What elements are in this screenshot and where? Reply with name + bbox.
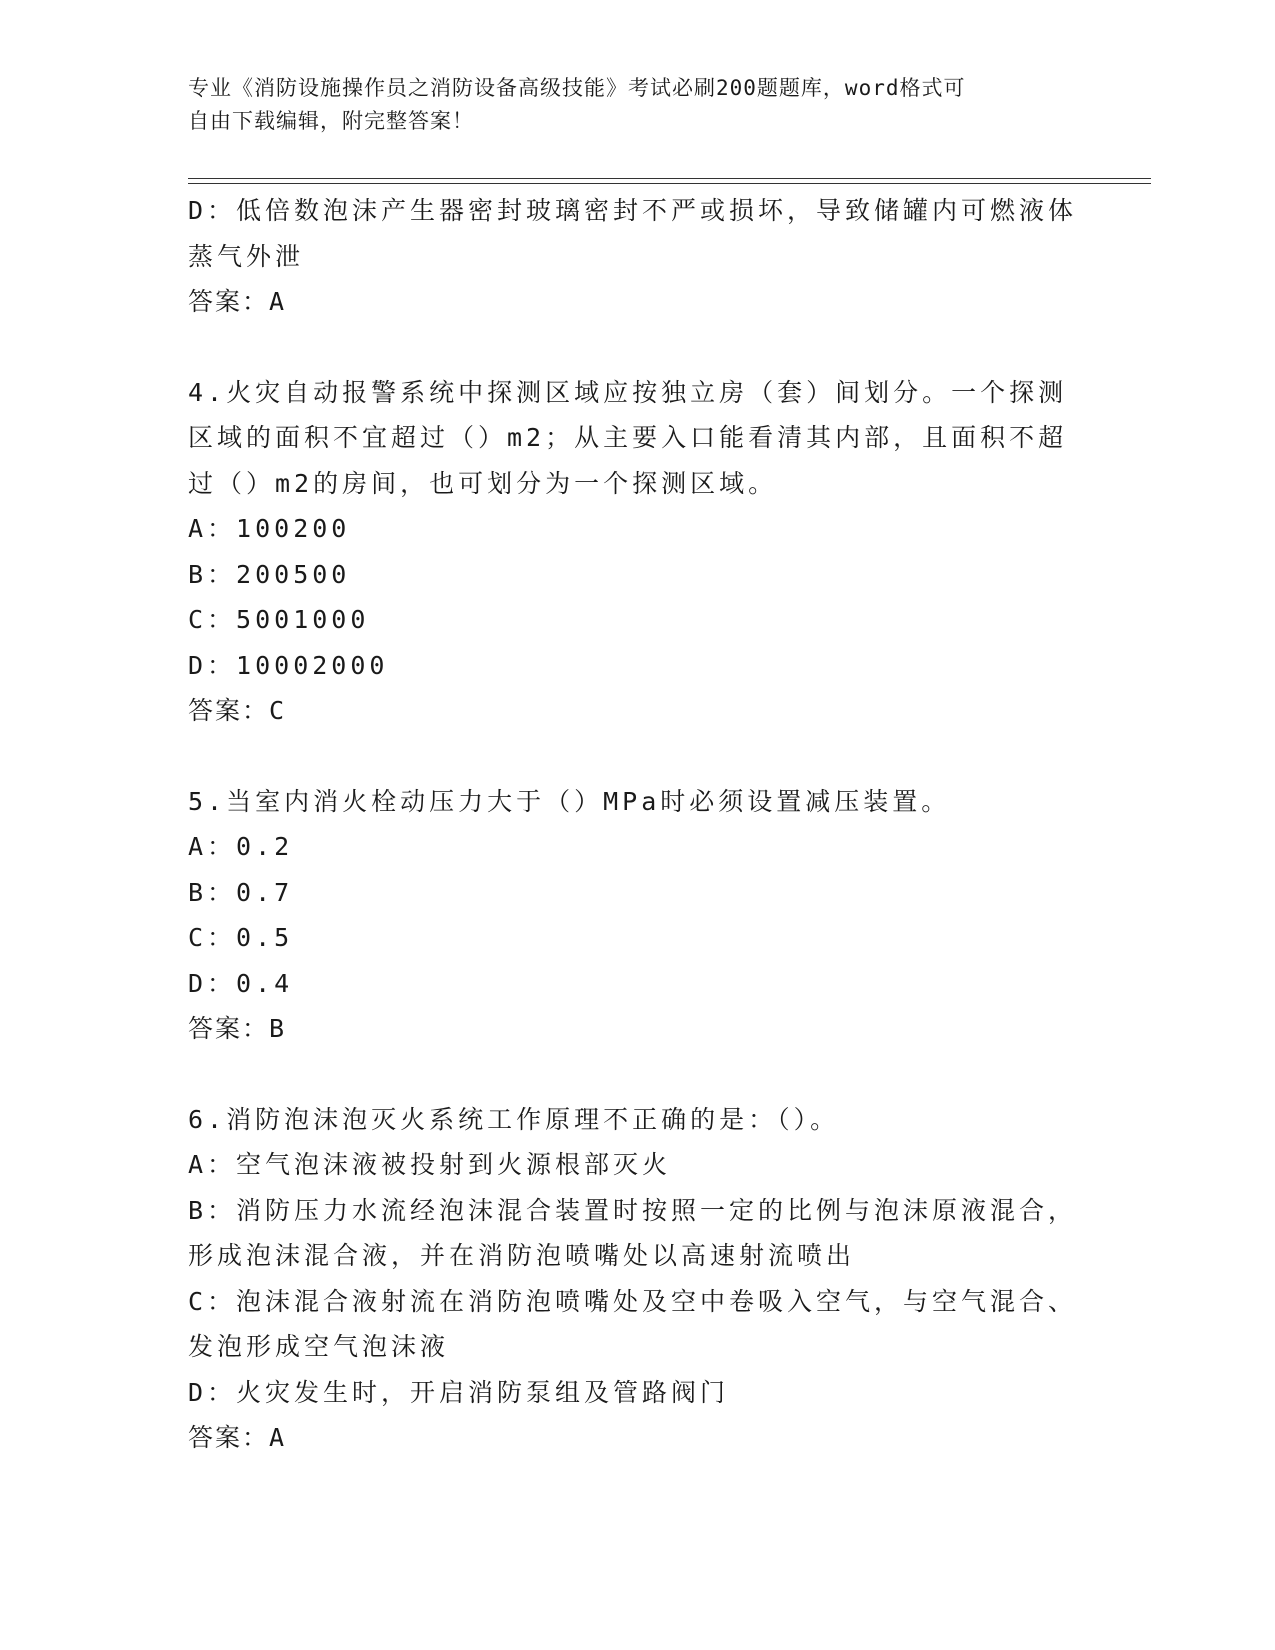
option-d: D：10002000 xyxy=(188,650,389,680)
question-stem: 过（）m2的房间，也可划分为一个探测区域。 xyxy=(188,468,778,498)
header-line-2: 自由下载编辑，附完整答案！ xyxy=(188,109,474,133)
question-5 xyxy=(188,779,1088,1052)
question-6 xyxy=(188,1097,1088,1461)
spacer xyxy=(188,325,1088,370)
question-4 xyxy=(188,370,1088,734)
option-d: D：低倍数泡沫产生器密封玻璃密封不严或损坏，导致储罐内可燃液体 xyxy=(188,196,1078,225)
question-fragment xyxy=(188,188,1088,325)
option-c-continuation: 发泡形成空气泡沫液 xyxy=(188,1332,450,1361)
spacer xyxy=(188,734,1088,779)
option-a: A：空气泡沫液被投射到火源根部灭火 xyxy=(188,1150,672,1179)
option-c: C：5001000 xyxy=(188,605,370,634)
option-a: A：0.2 xyxy=(188,832,294,861)
answer-line: 答案：A xyxy=(188,287,287,316)
question-stem: 6.消防泡沫泡灭火系统工作原理不正确的是：（）。 xyxy=(188,1104,840,1134)
option-c: C：0.5 xyxy=(188,923,294,952)
spacer xyxy=(188,1052,1088,1097)
document-body xyxy=(188,188,1088,1461)
question-stem: 5.当室内消火栓动压力大于（）MPa时必须设置减压装置。 xyxy=(188,786,951,816)
option-b: B：消防压力水流经泡沫混合装置时按照一定的比例与泡沫原液混合， xyxy=(188,1195,1078,1225)
option-b: B：200500 xyxy=(188,559,351,589)
page-header xyxy=(188,72,1088,138)
option-a: A：100200 xyxy=(188,514,351,543)
question-stem: 4.火灾自动报警系统中探测区域应按独立房（套）间划分。一个探测 xyxy=(188,377,1068,407)
answer-line: 答案：A xyxy=(188,1423,287,1452)
option-d: D：火灾发生时，开启消防泵组及管路阀门 xyxy=(188,1377,730,1407)
header-line-1: 专业《消防设施操作员之消防设备高级技能》考试必刷200题题库，word格式可 xyxy=(188,76,966,100)
option-c: C：泡沫混合液射流在消防泡喷嘴处及空中卷吸入空气，与空气混合、 xyxy=(188,1286,1078,1316)
option-b-continuation: 形成泡沫混合液，并在消防泡喷嘴处以高速射流喷出 xyxy=(188,1241,856,1270)
answer-line: 答案：B xyxy=(188,1014,287,1043)
option-d-continuation: 蒸气外泄 xyxy=(188,241,305,271)
option-b: B：0.7 xyxy=(188,877,294,907)
header-divider xyxy=(188,178,1151,184)
option-d: D：0.4 xyxy=(188,968,294,998)
answer-line: 答案：C xyxy=(188,696,287,725)
question-stem: 区域的面积不宜超过（）m2；从主要入口能看清其内部，且面积不超 xyxy=(188,423,1068,452)
